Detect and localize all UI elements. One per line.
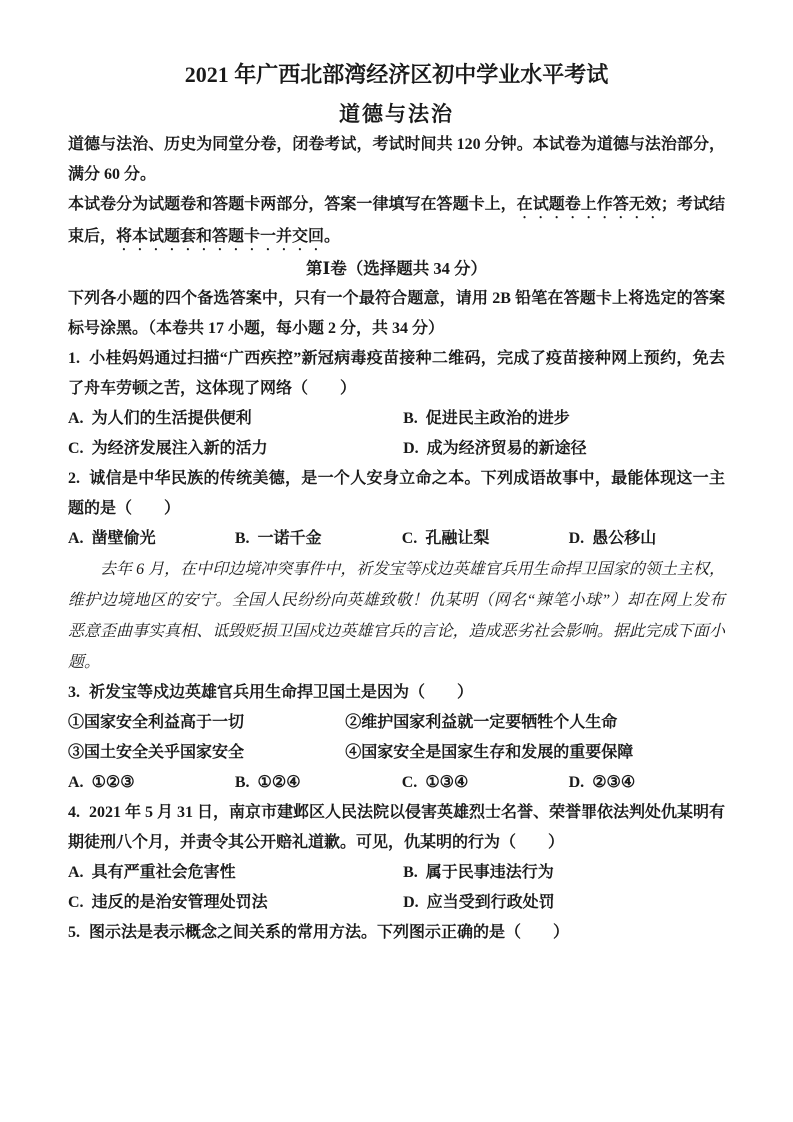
option-label: A.	[68, 774, 84, 791]
question-stem-text: 2021 年 5 月 31 日，南京市建邺区人民法院以侵害英雄烈士名誉、荣誉罪依法判处仇某明有期徒刑八个月，并责令其公开赔礼道歉。可见，仇某明的行为（ ）	[68, 804, 726, 851]
option-c	[402, 768, 569, 798]
subitem-1: ①国家安全利益高于一切	[68, 714, 245, 731]
option-b	[403, 858, 725, 888]
question-5	[68, 918, 725, 948]
option-label: D.	[403, 440, 419, 457]
reading-passage: 去年 6 月，在中印边境冲突事件中，祈发宝等戍边英雄官兵用生命捍卫国家的领土主权，维护边境地区的安宁。全国人民纷纷向英雄致敬！仇某明（网名“辣笔小球”）却在网上发布恶意歪曲事实真相、诋毁贬损卫国戍边英雄官兵的言论，造成恶劣社会影响。据此完成下面小题。	[68, 561, 725, 671]
option-label: C.	[401, 774, 418, 791]
question-stem-text: 祈发宝等戍边英雄官兵用生命捍卫国土是因为（ ）	[89, 684, 474, 701]
option-d	[569, 768, 725, 798]
option-label: D.	[568, 774, 585, 791]
question-3-subitems-row-2	[68, 738, 725, 768]
option-text: 属于民事违法行为	[425, 864, 554, 881]
option-d	[569, 524, 725, 554]
question-stem-text: 图示法是表示概念之间关系的常用方法。下列图示正确的是（ ）	[89, 924, 570, 941]
question-stem-text: 诚信是中华民族的传统美德，是一个人安身立命之本。下列成语故事中，最能体现这一主题的是（ ）	[68, 470, 725, 517]
notice-2-emphasized-invalid-answer: 在试题卷上作答无效	[516, 196, 661, 213]
option-text: ①②④	[257, 774, 301, 791]
option-text: 为经济发展注入新的活力	[91, 440, 268, 457]
subitem-3: ③国土安全关乎国家安全	[68, 744, 245, 761]
option-text: 孔融让梨	[425, 530, 490, 547]
option-a	[68, 404, 403, 434]
question-2-options-row	[68, 524, 725, 554]
subject-title: 道德与法治	[339, 102, 454, 126]
option-label: C.	[401, 530, 418, 547]
option-a	[68, 858, 403, 888]
question-number: 3.	[68, 684, 80, 701]
option-text: 为人们的生活提供便利	[91, 410, 252, 427]
question-3-subitems-row-1	[68, 708, 725, 738]
option-a	[68, 524, 235, 554]
exam-notice-1: 道德与法治、历史为同堂分卷，闭卷考试，考试时间共 120 分钟。本试卷为道德与法治部分，满分 60 分。	[68, 136, 725, 183]
subitem-2: ②维护国家利益就一定要牺牲个人生命	[345, 714, 618, 731]
option-text: 促进民主政治的进步	[425, 410, 570, 427]
question-1-options-row-1	[68, 404, 725, 434]
question-1-options-row-2	[68, 434, 725, 464]
question-stem-text: 小桂妈妈通过扫描“广西疾控”新冠病毒疫苗接种二维码，完成了疫苗接种网上预约，免去了舟车劳顿之苦，这体现了网络（ ）	[68, 350, 725, 397]
question-2-stem	[68, 464, 725, 524]
option-a	[68, 768, 235, 798]
option-label: B.	[403, 864, 418, 881]
question-4-stem	[68, 798, 725, 858]
option-label: A.	[68, 410, 84, 427]
question-number: 1.	[68, 350, 80, 367]
subitem-4: ④国家安全是国家生存和发展的重要保障	[345, 744, 634, 761]
question-2	[68, 464, 725, 554]
option-text: 具有严重社会危害性	[91, 864, 236, 881]
option-text: 违反的是治安管理处罚法	[91, 894, 268, 911]
exam-notice-2	[68, 190, 725, 254]
option-c	[402, 524, 569, 554]
option-c	[68, 434, 403, 464]
option-label: D.	[403, 894, 419, 911]
question-number: 5.	[68, 924, 80, 941]
question-4-options-row-1	[68, 858, 725, 888]
answer-instruction: 下列各小题的四个备选答案中，只有一个最符合题意，请用 2B 铅笔在答题卡上将选定的答案标号涂黑。（本卷共 17 小题，每小题 2 分，共 34 分）	[68, 290, 725, 337]
option-text: 一诺千金	[257, 530, 322, 547]
question-1	[68, 344, 725, 464]
option-text: 凿壁偷光	[91, 530, 156, 547]
option-text: 应当受到行政处罚	[426, 894, 555, 911]
notice-2-text: 本试卷分为试题卷和答题卡两部分，答案一律填写在答题卡上，	[68, 196, 517, 213]
notice-2-text-mid: ；考试结束后，	[68, 196, 725, 245]
option-d	[403, 434, 725, 464]
option-b	[235, 768, 402, 798]
notice-2-text-end: 。	[324, 228, 341, 245]
page-title: 2021 年广西北部湾经济区初中学业水平考试	[184, 62, 609, 87]
question-number: 2.	[68, 470, 80, 487]
question-3	[68, 678, 725, 798]
option-label: A.	[68, 864, 84, 881]
option-d	[403, 888, 725, 918]
option-text: ①③④	[425, 774, 469, 791]
question-3-stem	[68, 678, 725, 708]
option-label: B.	[234, 530, 250, 547]
option-label: C.	[68, 440, 84, 457]
option-text: ①②③	[91, 774, 135, 791]
option-label: C.	[68, 894, 84, 911]
section-1-heading: 第Ⅰ卷（选择题共 34 分）	[306, 259, 487, 278]
question-4	[68, 798, 725, 918]
option-label: A.	[68, 530, 84, 547]
option-label: B.	[403, 410, 418, 427]
question-number: 4.	[68, 804, 80, 821]
question-1-stem	[68, 344, 725, 404]
notice-2-emphasized-return-papers: 将本试题套和答题卡一并交回	[116, 228, 325, 245]
question-3-options-row	[68, 768, 725, 798]
option-text: ②③④	[592, 774, 636, 791]
option-label: B.	[234, 774, 250, 791]
option-label: D.	[568, 530, 585, 547]
option-b	[235, 524, 402, 554]
option-text: 愚公移山	[592, 530, 657, 547]
option-b	[403, 404, 725, 434]
option-text: 成为经济贸易的新途径	[426, 440, 587, 457]
question-5-stem	[68, 918, 725, 948]
option-c	[68, 888, 403, 918]
question-4-options-row-2	[68, 888, 725, 918]
